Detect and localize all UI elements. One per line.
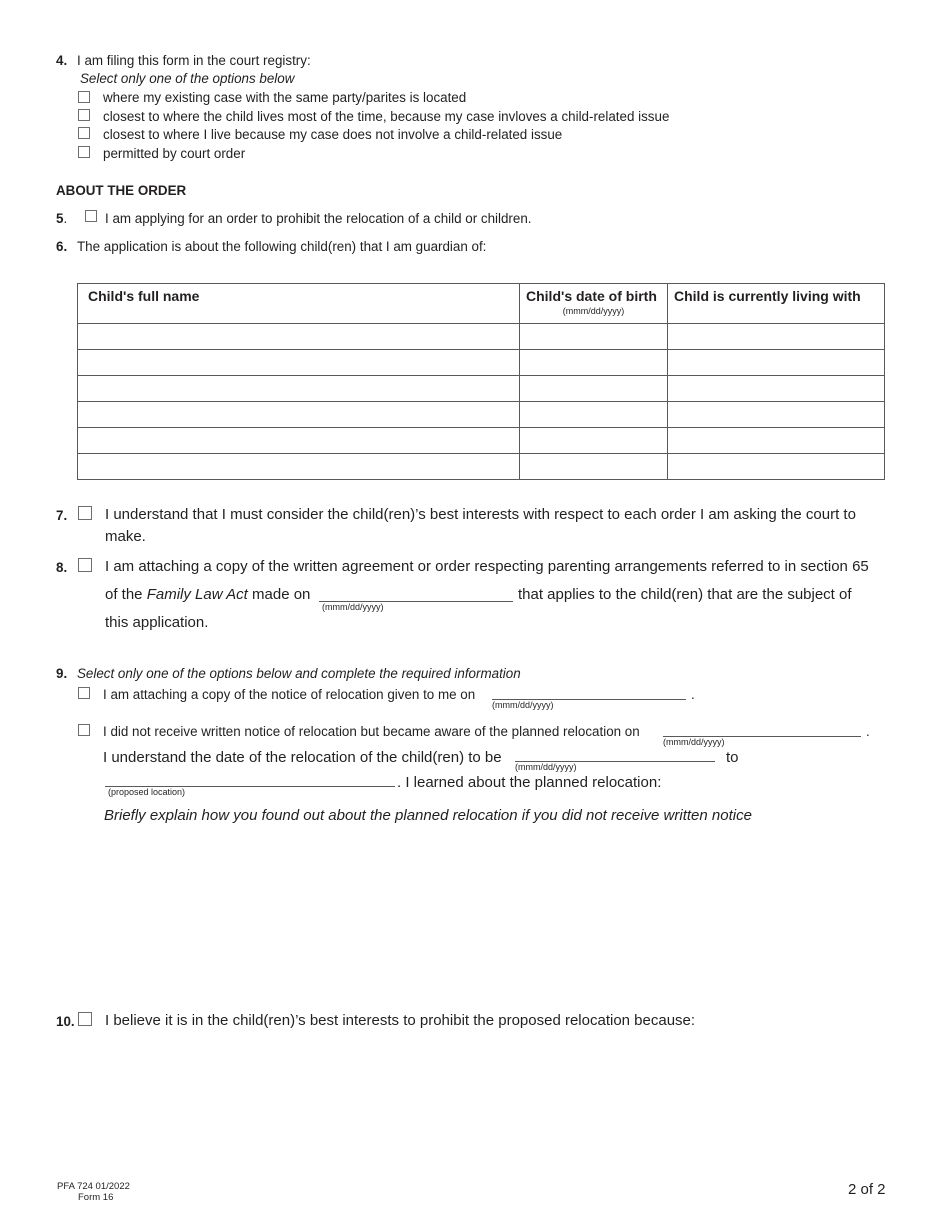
child-living-cell[interactable] [668, 454, 885, 480]
child-name-cell[interactable] [78, 402, 520, 428]
col-header-dob-text: Child's date of birth [526, 288, 657, 304]
q4-option-4-label: permitted by court order [103, 146, 246, 161]
q9-option-1-end: . [691, 687, 695, 702]
q9-to-text: to [726, 749, 739, 766]
col-header-name [78, 284, 520, 324]
q9-option-2-checkbox[interactable] [78, 724, 90, 736]
q5-text: I am applying for an order to prohibit the relocation of a child or children. [105, 211, 532, 226]
q9-understand-text: I understand the date of the relocation of the child(ren) to be [103, 749, 502, 766]
child-living-cell[interactable] [668, 402, 885, 428]
q5-number-digit: 5 [56, 211, 64, 226]
q9-option-2-label: I did not receive written notice of relocation but became aware of the planned relocation on [103, 724, 640, 739]
q7-line-2: make. [105, 528, 146, 545]
about-order-heading: ABOUT THE ORDER [56, 183, 187, 198]
children-table-header [78, 284, 885, 324]
page-number: 2 of 2 [848, 1181, 886, 1198]
q4-option-2-checkbox[interactable] [78, 109, 90, 121]
child-name-cell[interactable] [78, 376, 520, 402]
q9-option-1-date-hint: (mmm/dd/yyyy) [492, 700, 554, 710]
col-header-dob [520, 284, 668, 324]
q9-number: 9. [56, 666, 68, 681]
q4-option-3-label: closest to where I live because my case does not involve a child-related issue [103, 127, 563, 142]
q4-instruction: Select only one of the options below [80, 71, 295, 86]
q9-instruction: Select only one of the options below and complete the required information [77, 666, 521, 681]
child-name-cell[interactable] [78, 428, 520, 454]
q8-of-the: of the [105, 586, 143, 603]
table-row [78, 324, 885, 350]
q8-line-2-start [105, 586, 310, 603]
q8-date-hint: (mmm/dd/yyyy) [322, 602, 384, 612]
q4-option-1-checkbox[interactable] [78, 91, 90, 103]
table-row [78, 376, 885, 402]
child-name-cell[interactable] [78, 454, 520, 480]
footer-form-code: PFA 724 01/2022 [57, 1181, 130, 1192]
q9-option-1-label: I am attaching a copy of the notice of relocation given to me on [103, 687, 476, 702]
child-living-cell[interactable] [668, 376, 885, 402]
q6-text: The application is about the following child(ren) that I am guardian of: [77, 239, 487, 254]
q9-option-2-date-hint: (mmm/dd/yyyy) [663, 737, 725, 747]
table-row [78, 454, 885, 480]
child-name-cell[interactable] [78, 350, 520, 376]
child-living-cell[interactable] [668, 324, 885, 350]
col-header-name-text: Child's full name [88, 288, 200, 304]
q7-line-1: I understand that I must consider the child(ren)’s best interests with respect to each order I am asking the court to [105, 506, 856, 523]
q5-checkbox[interactable] [85, 210, 97, 222]
q9-option-1-checkbox[interactable] [78, 687, 90, 699]
q4-number: 4. [56, 53, 68, 68]
q8-checkbox[interactable] [78, 558, 92, 572]
child-dob-cell[interactable] [520, 454, 668, 480]
q4-option-3-checkbox[interactable] [78, 127, 90, 139]
child-living-cell[interactable] [668, 350, 885, 376]
table-row [78, 350, 885, 376]
q7-checkbox[interactable] [78, 506, 92, 520]
q8-line-2-end: that applies to the child(ren) that are the subject of [518, 586, 852, 603]
q9-relocation-date-hint: (mmm/dd/yyyy) [515, 762, 577, 772]
q7-number: 7. [56, 508, 68, 523]
children-table [77, 283, 885, 480]
col-header-living-text: Child is currently living with [674, 288, 861, 304]
q8-line-1: I am attaching a copy of the written agreement or order respecting parenting arrangements referred to in section 65 [105, 558, 869, 575]
q5-number-dot: . [63, 211, 68, 226]
q10-text: I believe it is in the child(ren)’s best interests to prohibit the proposed relocation because: [105, 1012, 696, 1029]
child-dob-cell[interactable] [520, 350, 668, 376]
col-header-dob-hint: (mmm/dd/yyyy) [562, 306, 625, 316]
q4-option-4-checkbox[interactable] [78, 146, 90, 158]
q5-number [56, 211, 67, 226]
q8-line-3: this application. [105, 614, 209, 631]
q6-number: 6. [56, 239, 68, 254]
footer-form-number: Form 16 [78, 1192, 114, 1203]
q9-explain-prompt: Briefly explain how you found out about the planned relocation if you did not receive written notice [104, 807, 752, 824]
child-dob-cell[interactable] [520, 324, 668, 350]
q4-option-2-label: closest to where the child lives most of the time, because my case invloves a child-related issue [103, 109, 670, 124]
q4-text: I am filing this form in the court registry: [77, 53, 311, 68]
child-dob-cell[interactable] [520, 402, 668, 428]
q4-option-1-label: where my existing case with the same party/parites is located [103, 90, 467, 105]
col-header-living [668, 284, 885, 324]
q8-made-on: made on [252, 586, 311, 603]
child-name-cell[interactable] [78, 324, 520, 350]
child-dob-cell[interactable] [520, 428, 668, 454]
child-living-cell[interactable] [668, 428, 885, 454]
q8-act-name: Family Law Act [146, 586, 248, 603]
q9-learned-text: . I learned about the planned relocation: [397, 774, 662, 791]
table-row [78, 402, 885, 428]
q8-number: 8. [56, 560, 68, 575]
table-row [78, 428, 885, 454]
child-dob-cell[interactable] [520, 376, 668, 402]
q10-checkbox[interactable] [78, 1012, 92, 1026]
q9-option-2-end: . [866, 724, 870, 739]
q9-proposed-location-hint: (proposed location) [108, 787, 186, 797]
q10-number: 10. [56, 1014, 75, 1029]
